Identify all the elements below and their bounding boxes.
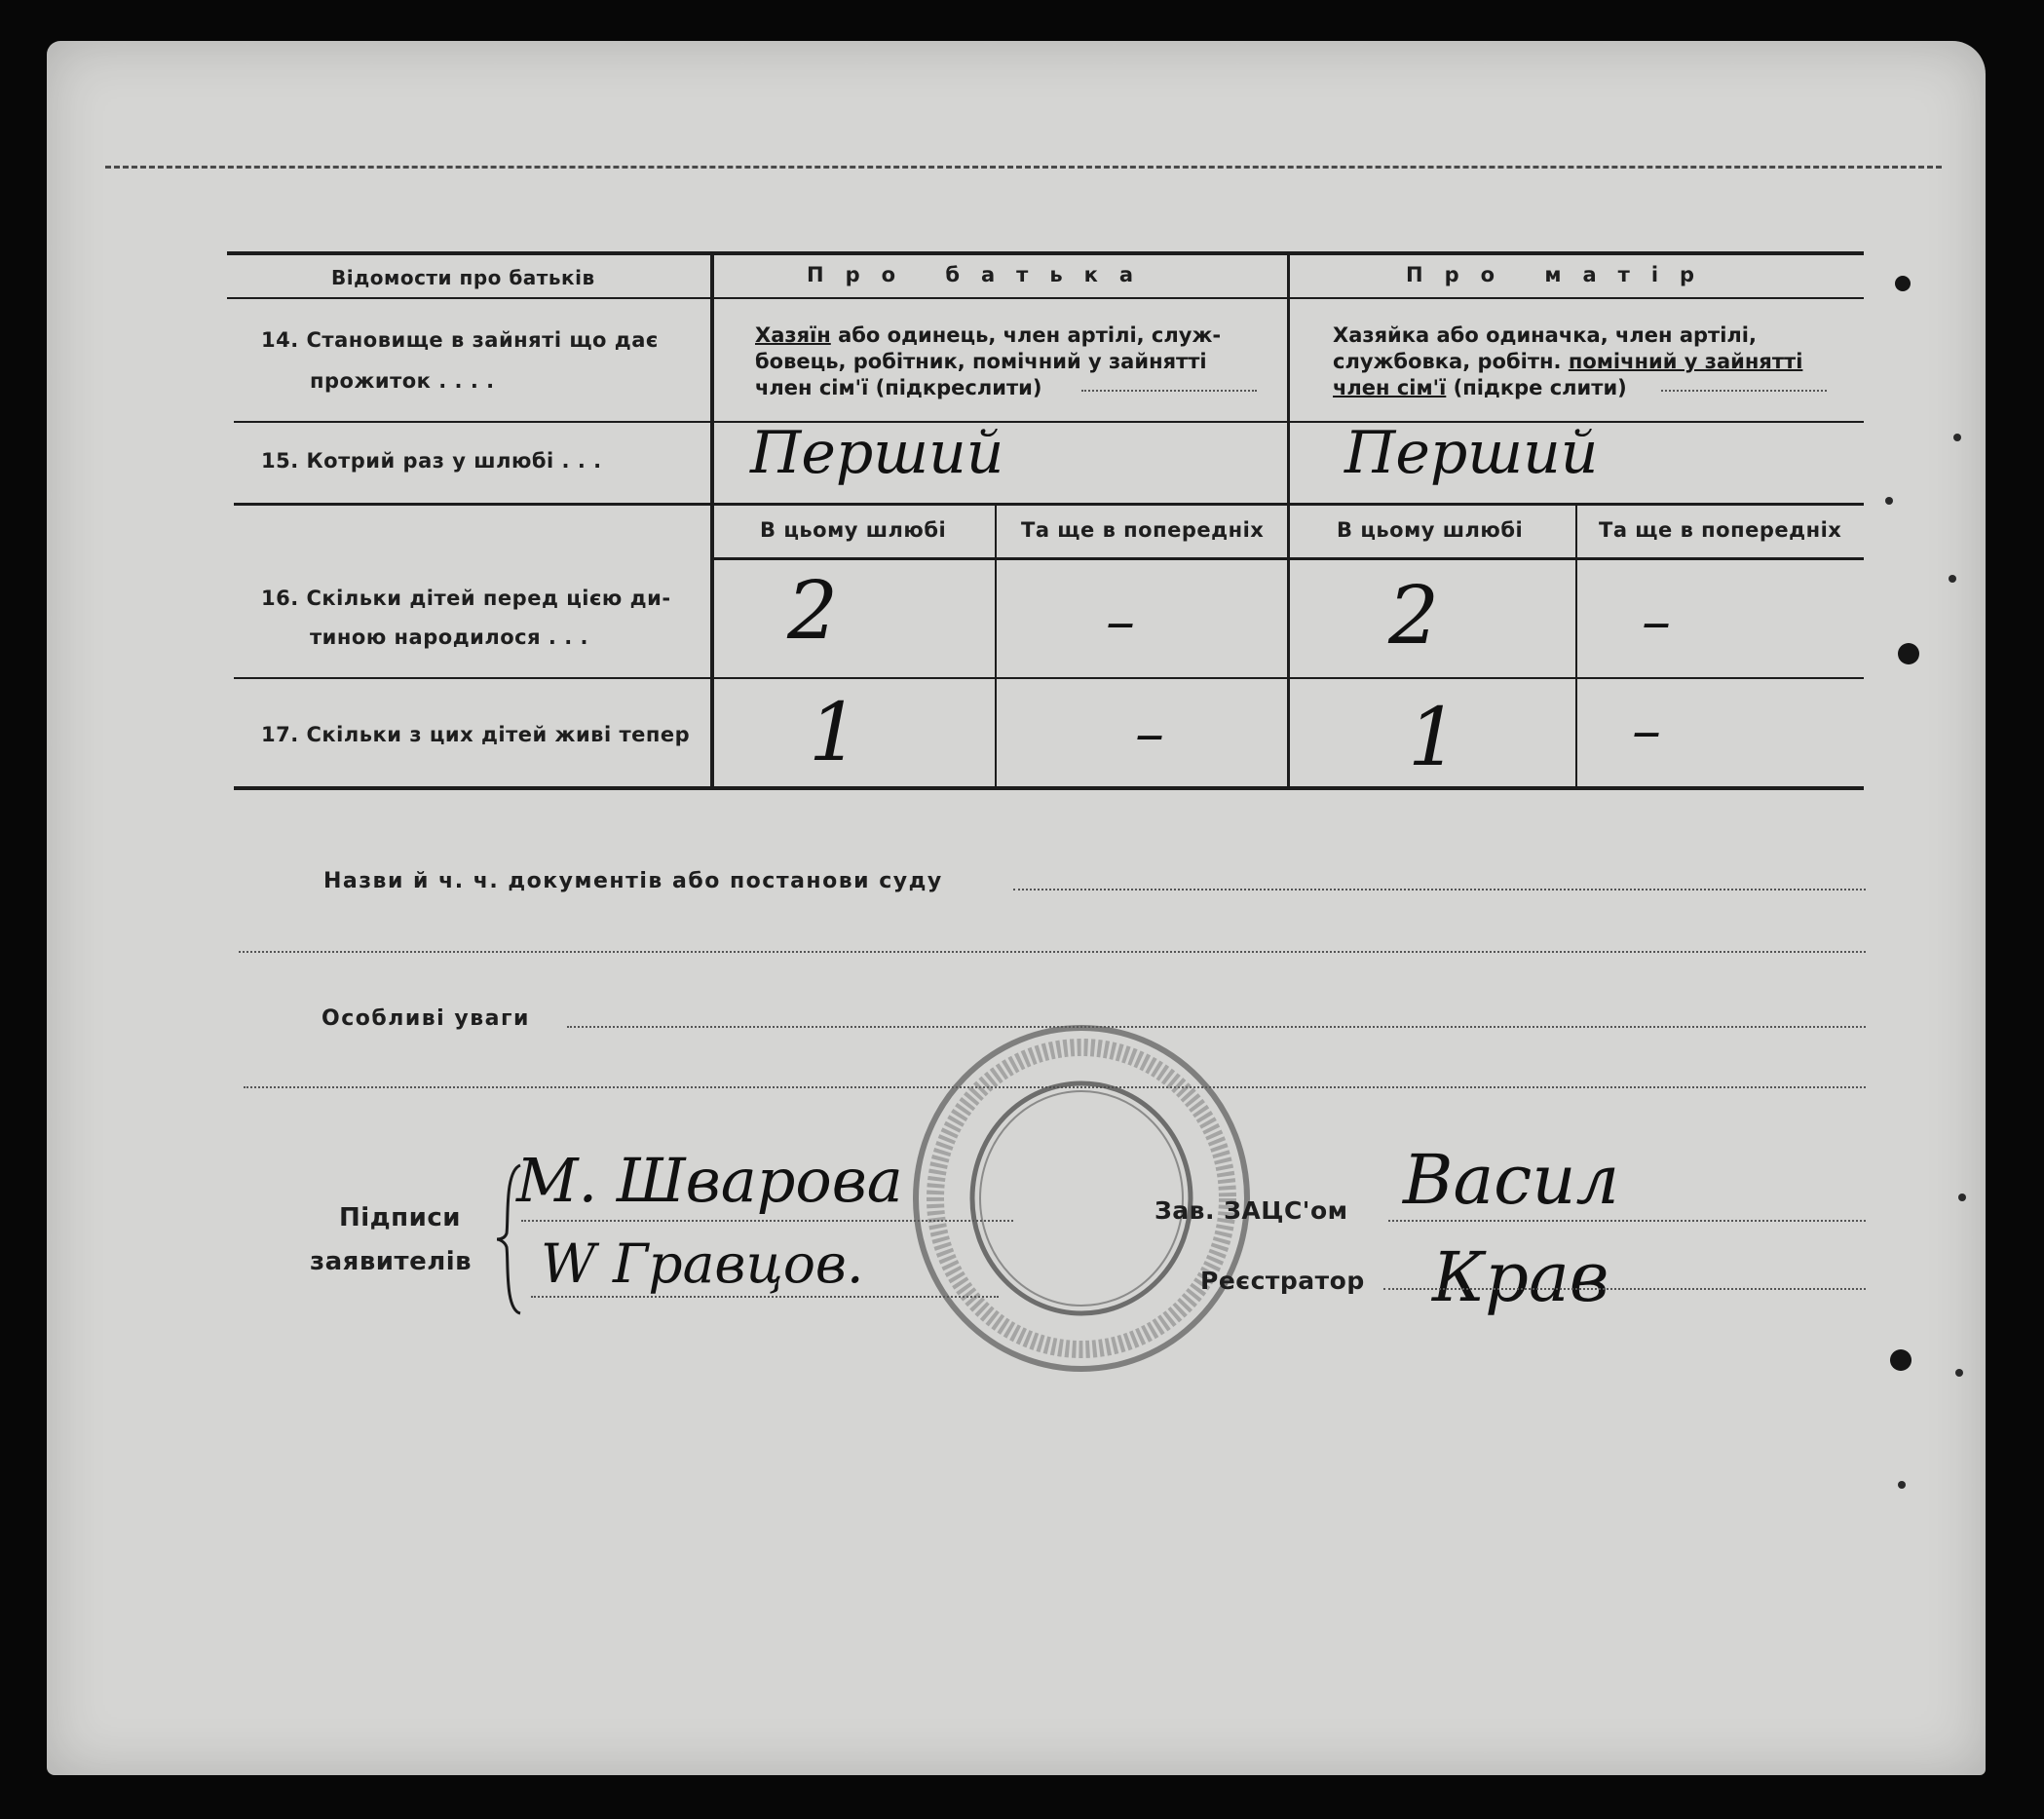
row14-father-options: Хазяїн або одинець, член артілі, служ- бовець, робітник, помічний у зайнятті член сім'ї (підкреслити) [755,323,1222,399]
row17-father-this: 1 [809,687,860,779]
speck [1953,434,1961,441]
head-zags-label: Зав. ЗАЦС'ом [1154,1196,1348,1225]
documents-label: Назви й ч. ч. документів або постанови суду [323,869,943,893]
applicant1-signature: М. Шварова [516,1145,903,1216]
head-zags-signature: Васил [1403,1140,1620,1220]
applicant1-dotted-line [521,1220,1013,1222]
row17-father-prev: – [1135,700,1164,768]
documents-dotted-line [1013,889,1866,891]
table-bottom-rule [234,786,1864,790]
speck [1949,575,1956,583]
row14-label-line2: прожиток . . . . [310,369,495,393]
applicant2-signature: W Гравцов. [541,1232,864,1295]
header-father: Про батька [807,263,1155,286]
notes-label: Особливі уваги [322,1006,530,1031]
document-sheet [47,41,1986,1775]
table-top-rule [227,251,1864,255]
table-row-rule [234,677,1864,679]
row16-mother-this: 2 [1388,570,1440,663]
row15-label: 15. Котрий раз у шлюбі . . . [261,449,602,473]
table-row-rule [234,503,1864,506]
header-parents-info: Відомости про батьків [331,266,595,289]
speck [1958,1194,1966,1201]
binder-hole [1898,643,1919,664]
row17-label: 17. Скільки з цих дітей живі тепер [261,723,691,746]
binder-hole [1895,276,1911,291]
table-col-divider [995,506,997,788]
header-mother: Про матір [1406,263,1717,286]
documents-dotted-line-2 [239,951,1866,953]
registrar-label: Реєстратор [1200,1267,1365,1295]
subheader-father-this: В цьому шлюбі [760,518,947,542]
row14-mother-dotted [1661,390,1827,392]
speck [1955,1369,1963,1377]
row15-mother-value: Перший [1344,419,1599,487]
table-col-divider [710,255,714,788]
row14-label-line1: 14. Становище в зайняті що дає [261,328,659,352]
row17-mother-prev: – [1632,697,1661,765]
table-header-rule [227,297,1864,299]
row15-father-value: Перший [750,419,1004,487]
binder-hole [1890,1349,1912,1371]
subheader-father-prev: Та ще в попередніх [1021,518,1265,542]
speck [1898,1481,1906,1489]
perforation-line [105,166,1942,169]
applicant2-dotted-line [531,1296,999,1298]
row14-mother-options: Хазяйка або одиначка, член артілі, службовка, робітн. помічний у зайнятті член сім'ї (підкре слити) [1333,323,1803,399]
table-col-divider [1575,506,1577,788]
row14-father-selected: Хазяїн [755,323,831,347]
registrar-dotted-line [1383,1288,1866,1290]
row16-label-line2: тиною народилося . . . [310,625,588,649]
row16-father-prev: – [1106,587,1135,656]
table-row-rule [234,421,1864,423]
head-zags-dotted-line [1388,1220,1866,1222]
row17-mother-this: 1 [1408,692,1459,784]
row16-mother-prev: – [1642,587,1671,656]
row16-father-this: 2 [787,565,839,658]
subheader-mother-this: В цьому шлюбі [1337,518,1524,542]
signatures-label-line1: Підписи [339,1203,461,1232]
speck [1885,497,1893,505]
registrar-signature: Крав [1432,1237,1609,1317]
signatures-label-line2: заявителів [310,1247,473,1276]
row16-label-line1: 16. Скільки дітей перед цією ди- [261,587,671,610]
row14-mother-selected: помічний у зайнятті [1568,350,1803,373]
subheader-mother-prev: Та ще в попередніх [1599,518,1842,542]
table-col-divider [1287,255,1290,788]
row14-father-dotted [1081,390,1257,392]
